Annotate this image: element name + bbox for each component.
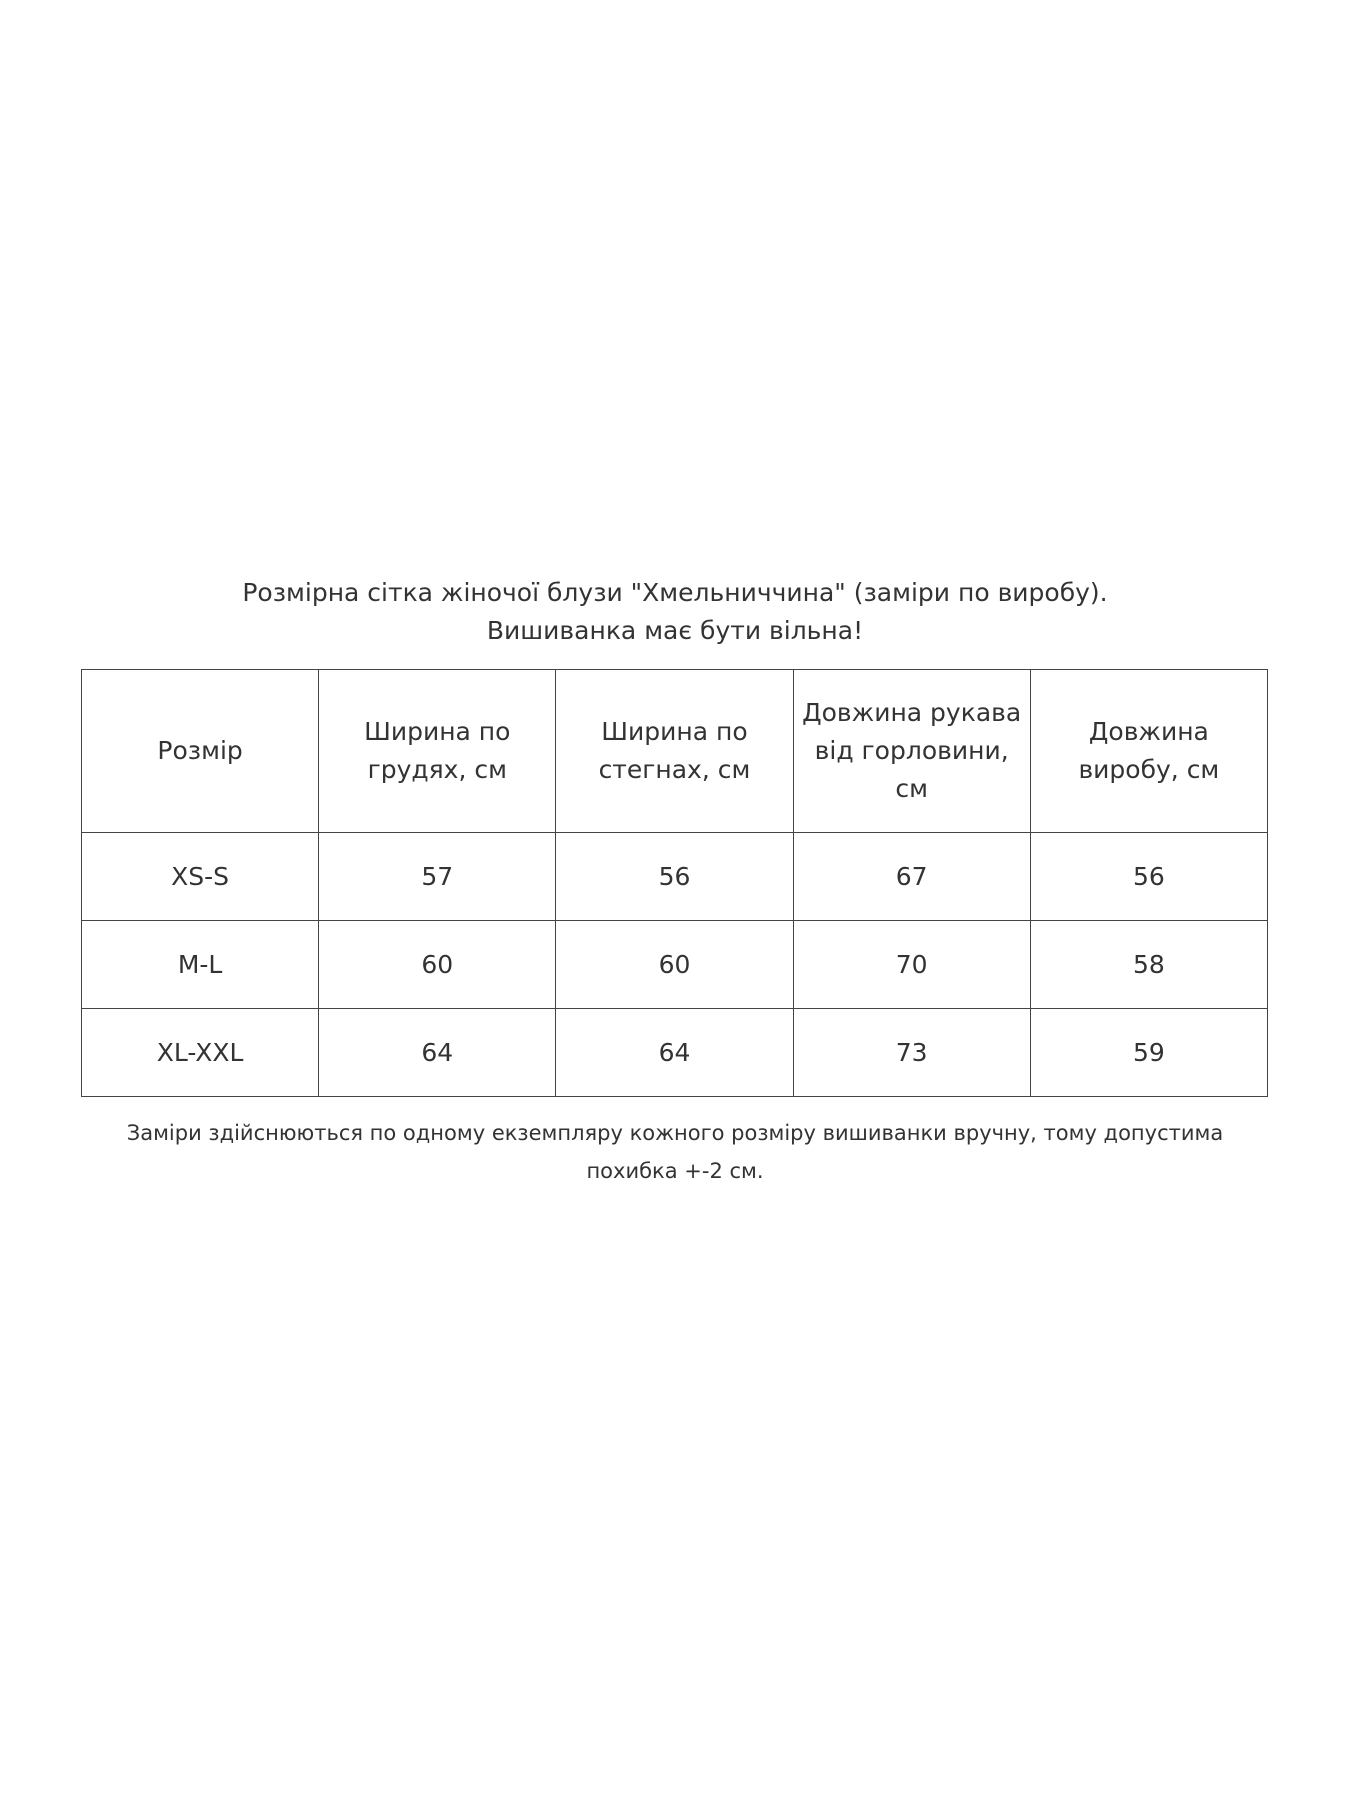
table-row [82,1009,1268,1097]
cell-garment-length: 56 [1030,833,1267,921]
table-row [82,921,1268,1009]
table-header-row [82,670,1268,833]
title-line-1: Розмірна сітка жіночої блузи "Хмельниччина" (заміри по виробу). [242,578,1108,607]
header-size: Розмір [82,670,319,833]
header-garment-length: Довжина виробу, см [1030,670,1267,833]
page-title [0,574,1350,650]
cell-hip-width: 60 [556,921,793,1009]
cell-size: M-L [82,921,319,1009]
header-sleeve-length: Довжина рукава від горловини, см [793,670,1030,833]
size-chart-table [81,669,1268,1097]
cell-sleeve-length: 67 [793,833,1030,921]
title-line-2: Вишиванка має бути вільна! [486,616,864,645]
cell-garment-length: 58 [1030,921,1267,1009]
cell-chest-width: 64 [319,1009,556,1097]
cell-size: XS-S [82,833,319,921]
cell-size: XL-XXL [82,1009,319,1097]
cell-chest-width: 57 [319,833,556,921]
cell-chest-width: 60 [319,921,556,1009]
cell-hip-width: 64 [556,1009,793,1097]
cell-sleeve-length: 73 [793,1009,1030,1097]
header-hip-width: Ширина по стегнах, см [556,670,793,833]
measurement-note: Заміри здійснюються по одному екземпляру кожного розміру вишиванки вручну, тому допустима похибка +-2 см. [126,1121,1224,1183]
cell-hip-width: 56 [556,833,793,921]
cell-garment-length: 59 [1030,1009,1267,1097]
table-row [82,833,1268,921]
cell-sleeve-length: 70 [793,921,1030,1009]
header-chest-width: Ширина по грудях, см [319,670,556,833]
